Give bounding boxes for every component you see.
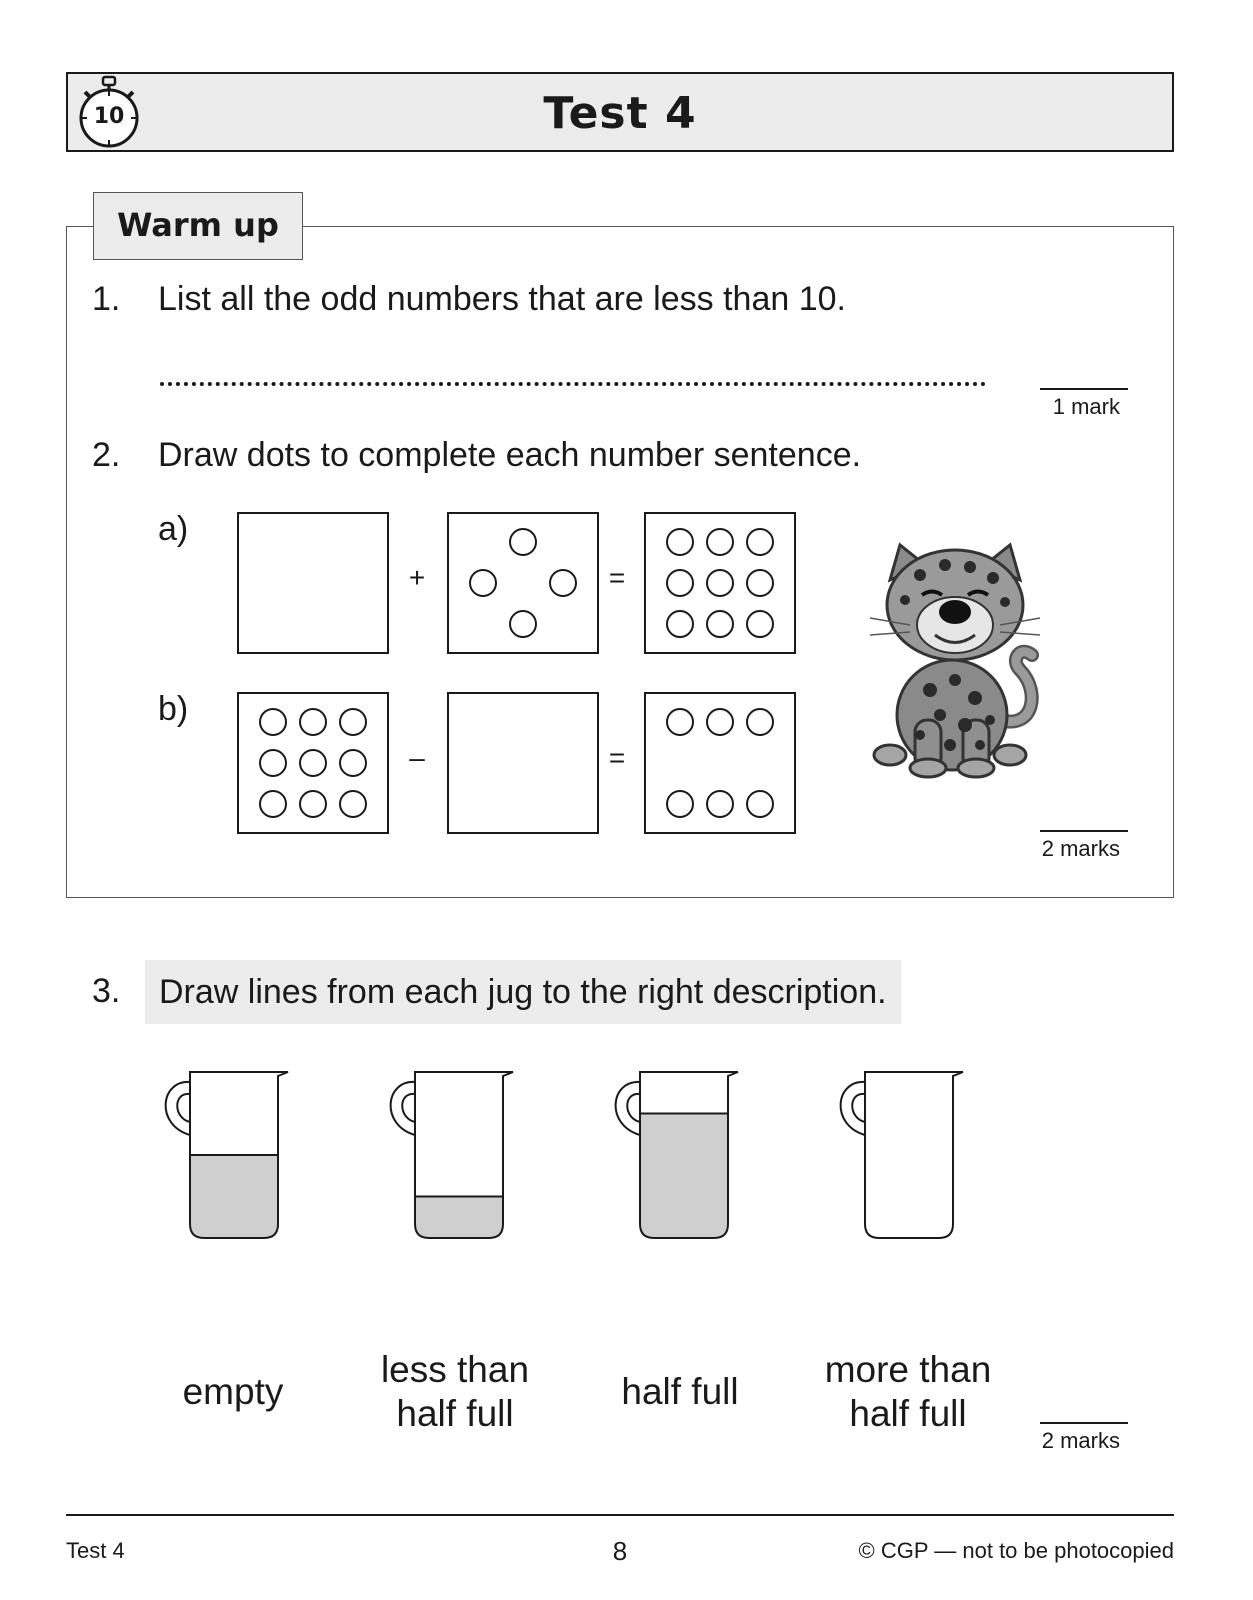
dot: [550, 570, 576, 596]
dot: [667, 611, 693, 637]
answer-dot-box[interactable]: [448, 693, 598, 833]
dot: [707, 791, 733, 817]
section-title: Warm up: [93, 192, 303, 260]
jug-liquid: [415, 1197, 503, 1239]
mark-label: 2 marks: [1041, 836, 1120, 861]
jug[interactable]: [166, 1072, 288, 1238]
dot: [340, 750, 366, 776]
jug[interactable]: [616, 1072, 738, 1238]
footer-divider: [66, 1514, 1174, 1516]
page-number: 8: [612, 1536, 628, 1566]
jug[interactable]: [391, 1072, 513, 1238]
question-text: List all the odd numbers that are less than 10.: [158, 280, 846, 318]
dot: [300, 750, 326, 776]
test-header: [66, 72, 1174, 152]
dot: [470, 570, 496, 596]
jug-handle: [391, 1082, 415, 1135]
description-line: half full: [849, 1393, 967, 1434]
footer-test-name: Test 4: [66, 1538, 125, 1563]
dot: [747, 570, 773, 596]
question-number: 1.: [92, 280, 121, 318]
dot: [667, 791, 693, 817]
jug-handle: [616, 1082, 640, 1135]
dot: [667, 570, 693, 596]
number-sentences: [230, 505, 810, 840]
plus-sign: +: [408, 562, 426, 593]
dot: [747, 709, 773, 735]
dot: [747, 529, 773, 555]
mark-label: 2 marks: [1041, 1428, 1120, 1453]
part-label: a): [158, 510, 189, 548]
jug-handle: [166, 1082, 190, 1135]
mark-box-line: [1040, 388, 1128, 390]
answer-line[interactable]: [160, 382, 986, 386]
question-number: 2.: [92, 436, 121, 474]
description-line: more than: [824, 1349, 992, 1390]
mark-box-line: [1040, 830, 1128, 832]
description-line: less than: [380, 1349, 530, 1390]
description-line: half full: [621, 1371, 739, 1412]
dot: [707, 570, 733, 596]
question-number: 3.: [92, 972, 121, 1010]
dot: [667, 709, 693, 735]
description-more-than-half-full[interactable]: [798, 1348, 1018, 1436]
dot: [260, 750, 286, 776]
jug-liquid: [640, 1114, 728, 1239]
description-line: empty: [182, 1371, 284, 1412]
jug[interactable]: [841, 1072, 963, 1238]
dot: [707, 709, 733, 735]
page-title: Test 4: [543, 88, 697, 139]
dot: [707, 611, 733, 637]
dot: [260, 791, 286, 817]
dot: [707, 529, 733, 555]
jugs-row: [150, 1060, 990, 1260]
timer-value: 10: [93, 104, 125, 129]
dot: [340, 791, 366, 817]
equals-sign: =: [608, 742, 626, 773]
description-less-than-half-full[interactable]: [345, 1348, 565, 1436]
mark-label: 1 mark: [1052, 394, 1120, 419]
description-empty[interactable]: [123, 1370, 343, 1414]
dot: [510, 611, 536, 637]
question-text: Draw dots to complete each number sentence.: [158, 436, 862, 474]
description-line: half full: [396, 1393, 514, 1434]
dot: [300, 791, 326, 817]
jug-body: [865, 1072, 963, 1238]
dot: [747, 791, 773, 817]
jug-handle: [841, 1082, 865, 1135]
copyright-notice: © CGP — not to be photocopied: [858, 1538, 1174, 1563]
dot: [340, 709, 366, 735]
answer-dot-box[interactable]: [238, 513, 388, 653]
dot: [300, 709, 326, 735]
minus-sign: –: [409, 742, 425, 773]
dot: [260, 709, 286, 735]
dot: [747, 611, 773, 637]
dot: [667, 529, 693, 555]
leopard-illustration: [860, 540, 1050, 780]
description-half-full[interactable]: [570, 1370, 790, 1414]
equals-sign: =: [608, 562, 626, 593]
dot: [510, 529, 536, 555]
mark-box-line: [1040, 1422, 1128, 1424]
jug-liquid: [190, 1155, 278, 1238]
question-text: Draw lines from each jug to the right description.: [145, 960, 901, 1024]
part-label: b): [158, 690, 189, 728]
